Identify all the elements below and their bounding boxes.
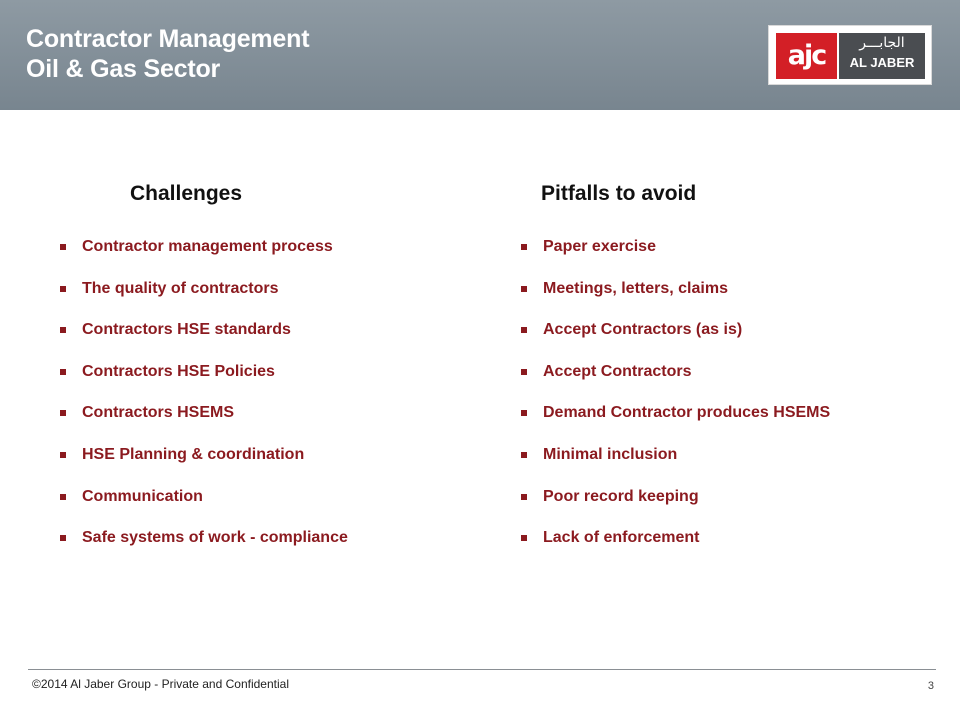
slide-header <box>0 0 960 110</box>
challenge-item <box>58 526 348 568</box>
pitfall-item-text: Poor record keeping <box>543 487 699 505</box>
square-bullet-icon <box>60 535 66 541</box>
pitfalls-list <box>519 235 830 568</box>
challenge-item <box>58 318 348 360</box>
challenge-item <box>58 360 348 402</box>
title-line-2: Oil & Gas Sector <box>26 55 221 83</box>
al-jaber-logo <box>768 25 932 85</box>
square-bullet-icon <box>521 452 527 458</box>
challenge-item-text: Contractors HSEMS <box>82 404 235 422</box>
challenge-item-text: Safe systems of work - compliance <box>82 529 348 547</box>
square-bullet-icon <box>60 452 66 458</box>
pitfall-item-text: Demand Contractor produces HSEMS <box>543 404 831 422</box>
pitfall-item-text: Minimal inclusion <box>543 445 678 463</box>
pitfall-item <box>519 360 830 402</box>
square-bullet-icon <box>60 410 66 416</box>
logo-monogram: ajc <box>787 40 826 71</box>
challenge-item <box>58 277 348 319</box>
pitfall-item <box>519 235 830 277</box>
square-bullet-icon <box>60 369 66 375</box>
footer-copyright: ©2014 Al Jaber Group - Private and Confidential <box>32 677 289 691</box>
challenge-item-text: HSE Planning & coordination <box>82 445 305 463</box>
square-bullet-icon <box>521 410 527 416</box>
challenge-item-text: Contractors HSE standards <box>82 321 291 339</box>
challenge-item-text: Communication <box>82 487 203 505</box>
square-bullet-icon <box>521 535 527 541</box>
square-bullet-icon <box>60 286 66 292</box>
challenges-heading: Challenges <box>130 182 243 205</box>
square-bullet-icon <box>521 327 527 333</box>
page-number: 3 <box>927 680 934 692</box>
pitfall-item <box>519 485 830 527</box>
logo-arabic-text: الجابـــر <box>859 35 905 51</box>
slide-title <box>26 24 309 84</box>
square-bullet-icon <box>60 244 66 250</box>
square-bullet-icon <box>60 327 66 333</box>
logo-english-text: AL JABER <box>849 55 915 70</box>
title-line-1: Contractor Management <box>26 25 310 53</box>
challenge-item <box>58 485 348 527</box>
pitfall-item <box>519 443 830 485</box>
pitfalls-heading: Pitfalls to avoid <box>541 182 697 205</box>
square-bullet-icon <box>60 494 66 500</box>
challenge-item-text: Contractor management process <box>82 238 333 255</box>
pitfall-item-text: Paper exercise <box>543 238 656 255</box>
footer-divider <box>28 669 936 670</box>
challenge-item-text: The quality of contractors <box>82 279 279 297</box>
square-bullet-icon <box>521 286 527 292</box>
challenge-item <box>58 443 348 485</box>
pitfall-item <box>519 277 830 319</box>
pitfall-item-text: Accept Contractors <box>543 362 692 380</box>
challenge-item <box>58 235 348 277</box>
challenges-list <box>58 235 348 568</box>
square-bullet-icon <box>521 244 527 250</box>
pitfall-item <box>519 526 830 568</box>
square-bullet-icon <box>521 494 527 500</box>
pitfall-item-text: Meetings, letters, claims <box>543 279 728 297</box>
pitfall-item-text: Lack of enforcement <box>543 529 700 547</box>
challenge-item-text: Contractors HSE Policies <box>82 362 275 380</box>
pitfall-item-text: Accept Contractors (as is) <box>543 321 743 339</box>
pitfall-item <box>519 318 830 360</box>
square-bullet-icon <box>521 369 527 375</box>
challenge-item <box>58 401 348 443</box>
pitfall-item <box>519 401 830 443</box>
